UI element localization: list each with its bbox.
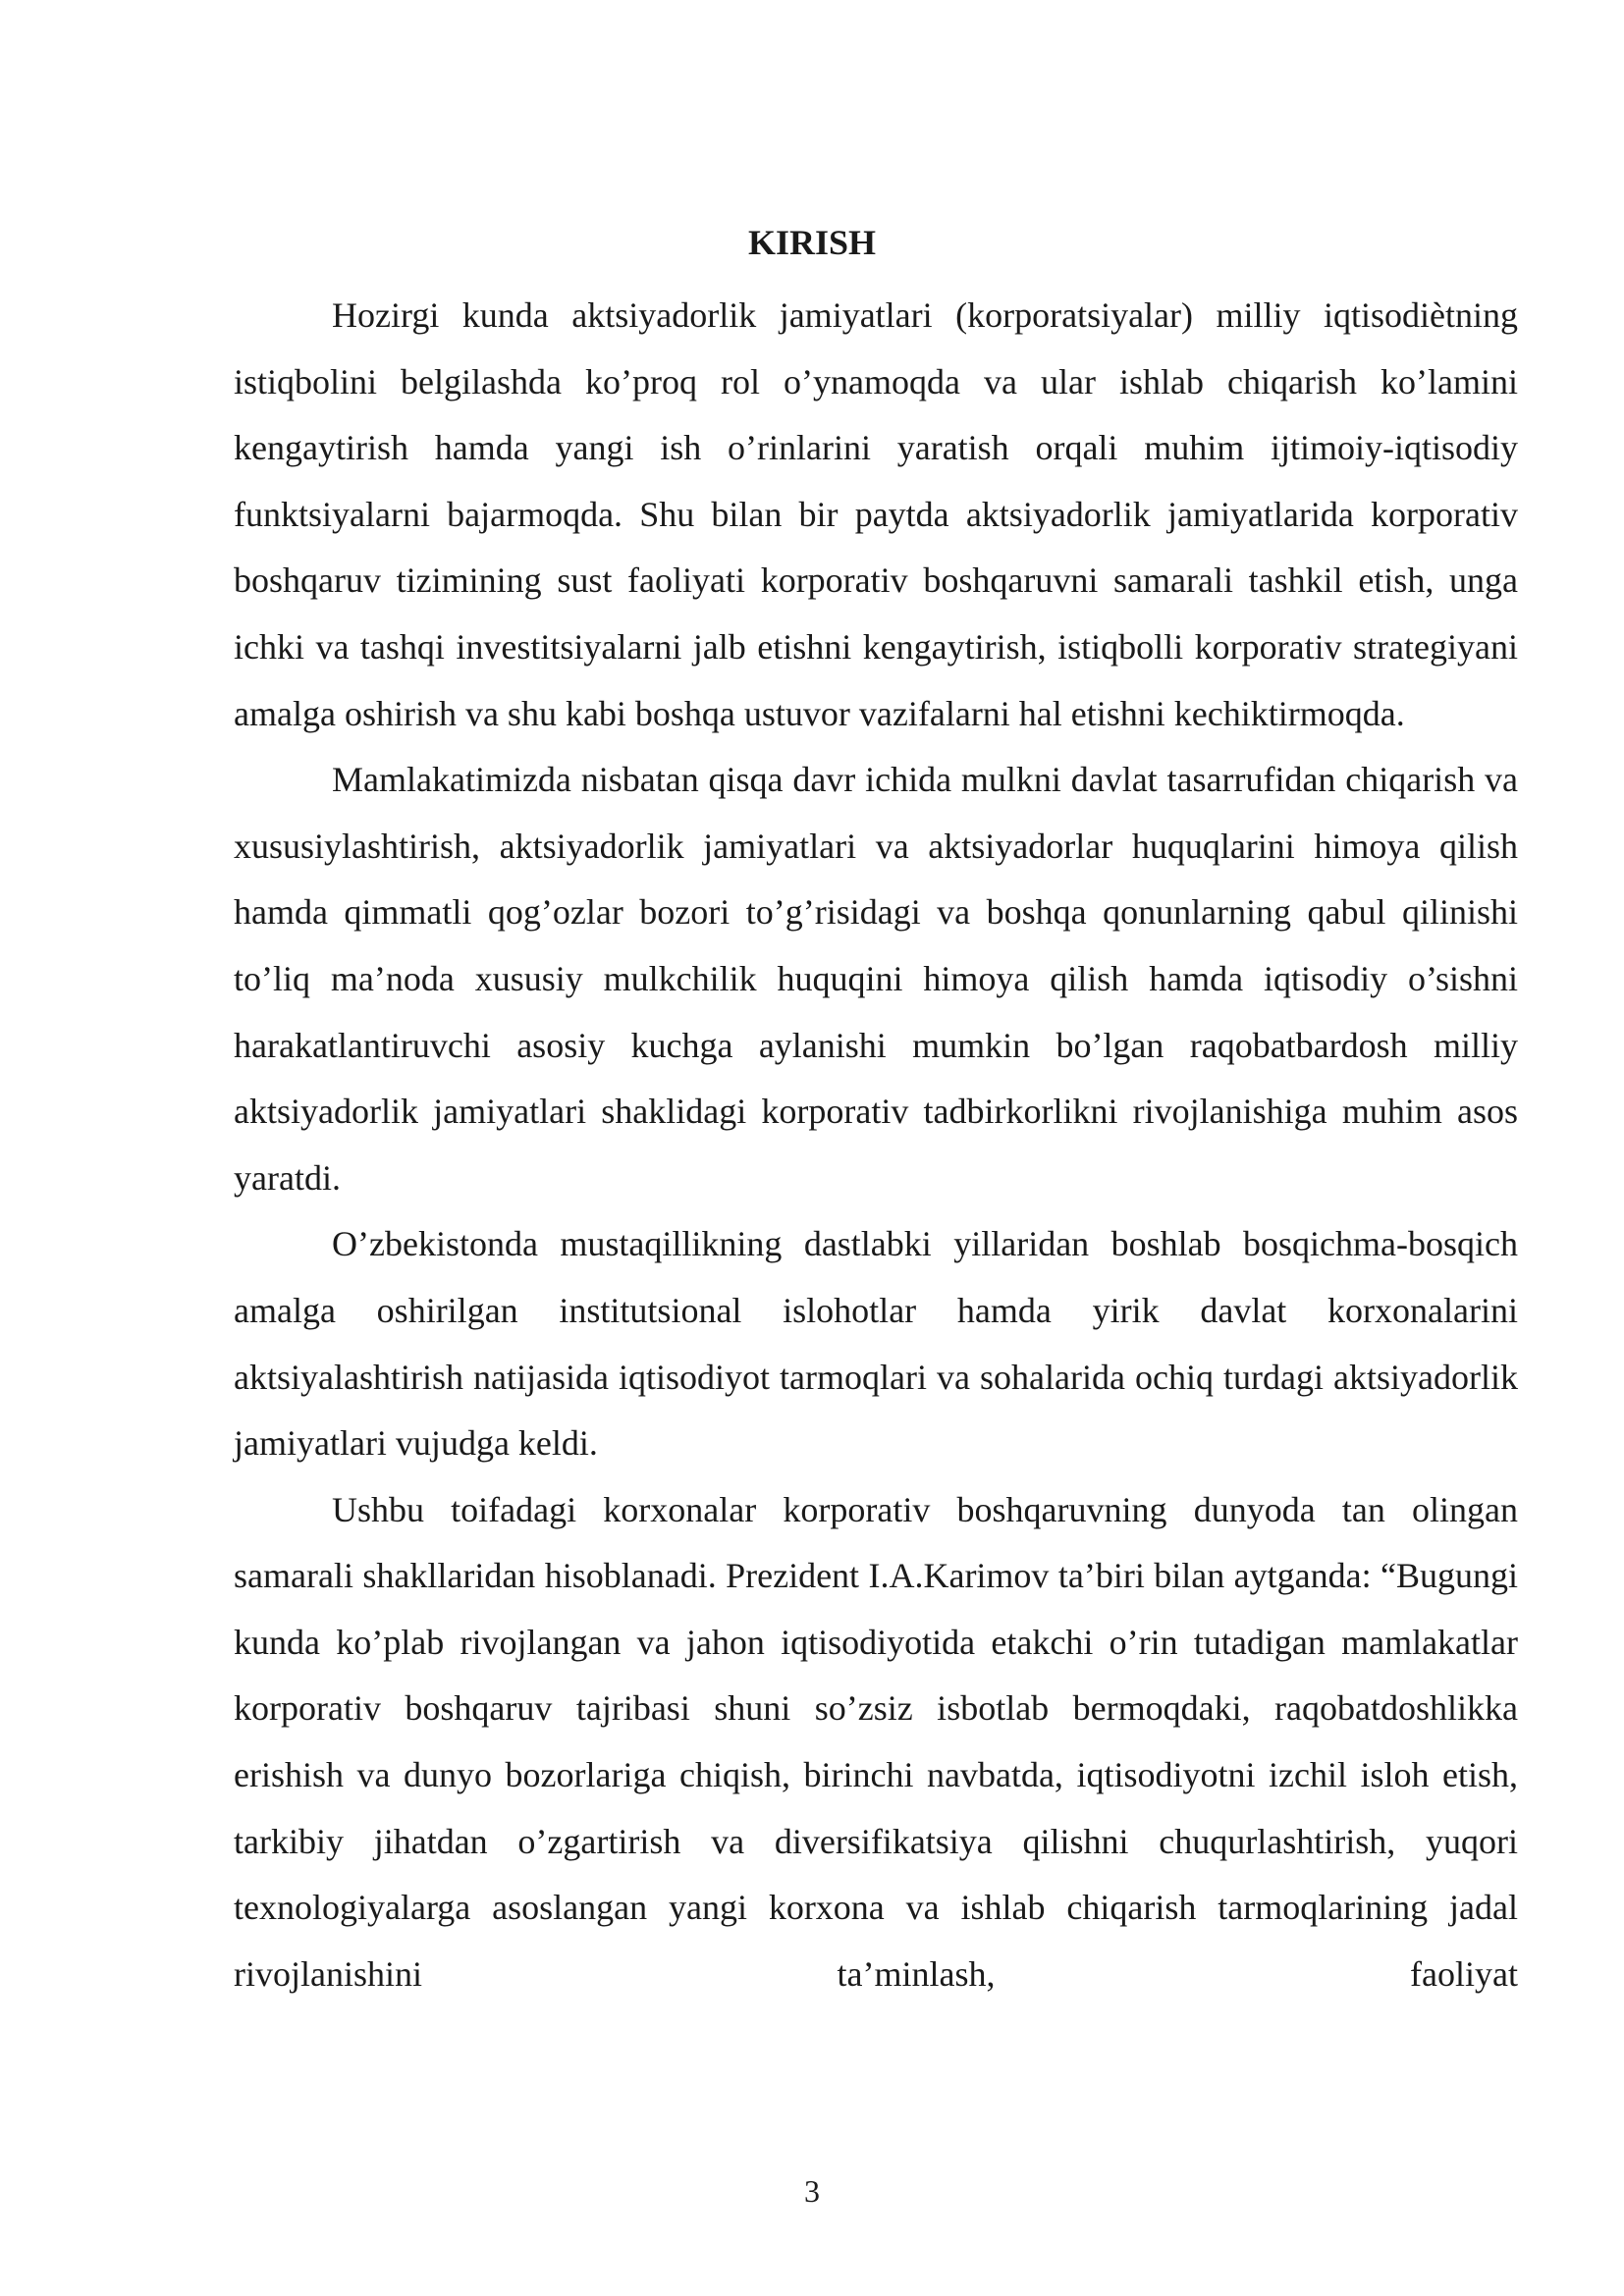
paragraph-4: Ushbu toifadagi korxonalar korporativ boshqaruvning dunyoda tan olingan samarali shakllaridan hisoblanadi. Prezident I.A.Karimov ta’biri bilan aytganda: “Bugungi kunda ko’plab rivojlangan va jahon iqtisodiyotida etakchi o’rin tutadigan mamlakatlar korporativ boshqaruv tajribasi shuni so’zsiz isbotlab bermoqdaki, raqobatdoshlikka erishish va dunyo bozorlariga chiqish, birinchi navbatda, iqtisodiyotni izchil isloh etish, tarkibiy jihatdan o’zgartirish va diversifikatsiya qilishni chuqurlashtirish, yuqori texnologiyalarga asoslangan yangi korxona va ishlab chiqarish tarmoqlarining jadal rivojlanishini ta’minlash, faoliyat <box>234 1489 1518 1994</box>
section-heading: KIRISH <box>747 223 877 262</box>
paragraph-2: Mamlakatimizda nisbatan qisqa davr ichida mulkni davlat tasarrufidan chiqarish va xususiylashtirish, aktsiyadorlik jamiyatlari va aktsiyadorlar huquqlarini himoya qilish hamda qimmatli qog’ozlar bozori to’g’risidagi va boshqa qonunlarning qabul qilinishi to’liq ma’noda xususiy mulkchilik huquqini himoya qilish hamda iqtisodiy o’sishni harakatlantiruvchi asosiy kuchga aylanishi mumkin bo’lgan raqobatbardosh milliy aktsiyadorlik jamiyatlari shaklidagi korporativ tadbirkorlikni rivojlanishiga muhim asos yaratdi. <box>234 760 1518 1198</box>
body-text <box>234 283 1518 2007</box>
paragraph-3: O’zbekistonda mustaqillikning dastlabki yillaridan boshlab bosqichma-bosqich amalga oshirilgan institutsional islohotlar hamda yirik davlat korxonalarini aktsiyalashtirish natijasida iqtisodiyot tarmoqlari va sohalarida ochiq turdagi aktsiyadorlik jamiyatlari vujudga keldi. <box>234 1224 1518 1464</box>
paragraph-1: Hozirgi kunda aktsiyadorlik jamiyatlari (korporatsiyalar) milliy iqtisodiètning istiqbolini belgilashda ko’proq rol o’ynamoqda va ular ishlab chiqarish ko’lamini kengaytirish hamda yangi ish o’rinlarini yaratish orqali muhim ijtimoiy-iqtisodiy funktsiyalarni bajarmoqda. Shu bilan bir paytda aktsiyadorlik jamiyatlarida korporativ boshqaruv tizimining sust faoliyati korporativ boshqaruvni samarali tashkil etish, unga ichki va tashqi investitsiyalarni jalb etishni kengaytirish, istiqbolli korporativ strategiyani amalga oshirish va shu kabi boshqa ustuvor vazifalarni hal etishni kechiktirmoqda. <box>234 295 1518 733</box>
page-number: 3 <box>804 2173 820 2209</box>
